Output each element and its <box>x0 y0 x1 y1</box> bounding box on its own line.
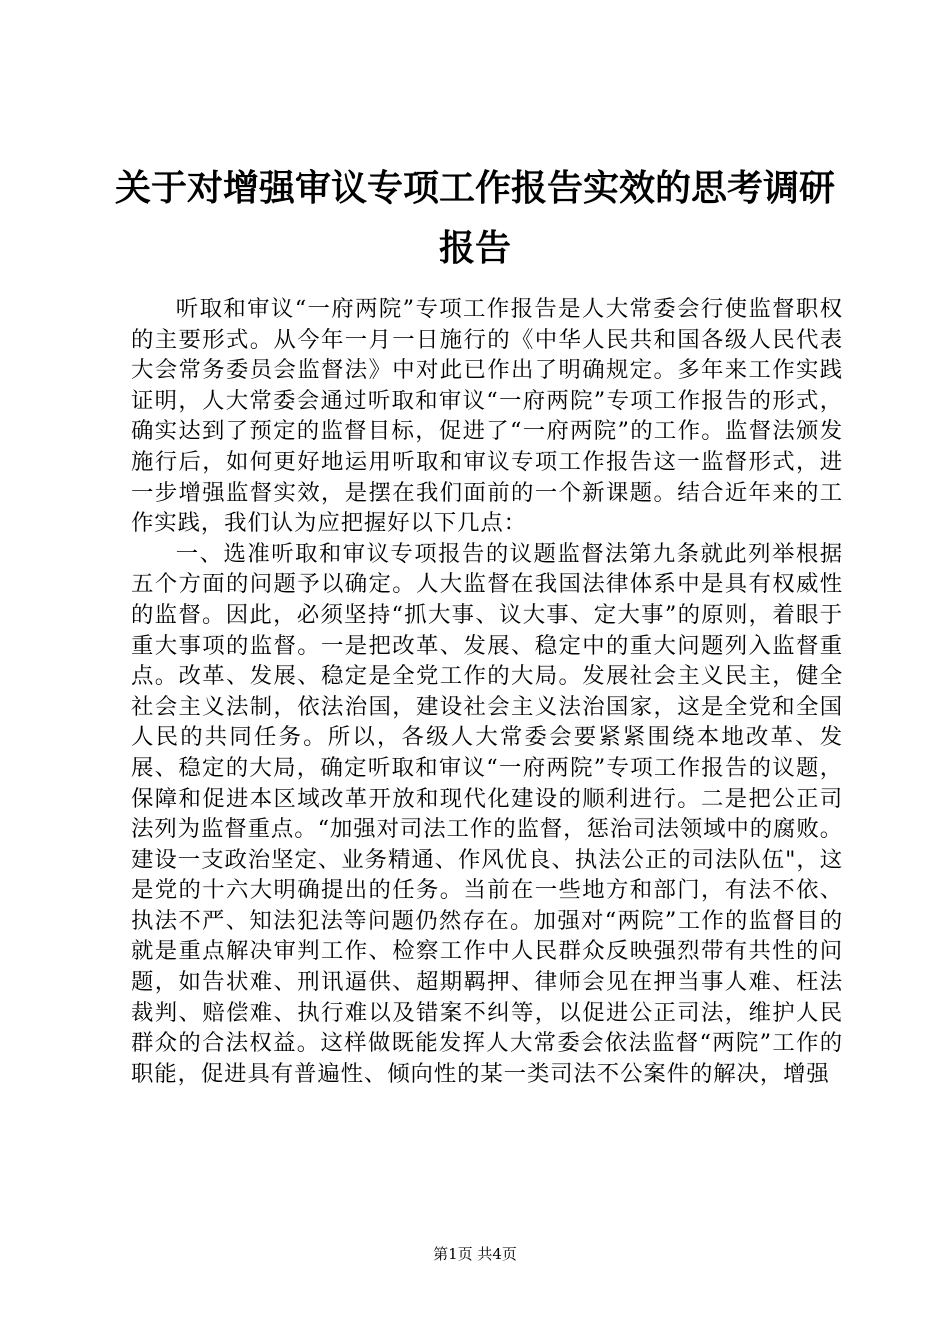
paragraph-intro: 听取和审议“一府两院”专项工作报告是人大常委会行使监督职权的主要形式。从今年一月一日施行的《中华人民共和国各级人民代表大会常务委员会监督法》中对此已作出了明确规定。多年来工作实践证明，人大常委会通过听取和审议“一府两院”专项工作报告的形式，确实达到了预定的监督目标，促进了“一府两院”的工作。监督法颁发施行后，如何更好地运用听取和审议专项工作报告这一监督形式，进一步增强监督实效，是摆在我们面前的一个新课题。结合近年来的工作实践，我们认为应把握好以下几点： <box>131 296 843 537</box>
page-footer: 第1页 共4页 <box>433 1245 517 1263</box>
paragraph-section-one: 一、选准听取和审议专项报告的议题监督法第九条就此列举根据五个方面的问题予以确定。人大监督在我国法律体系中是具有权威性的监督。因此，必须坚持“抓大事、议大事、定大事”的原则，着眼于重大事项的监督。一是把改革、发展、稳定中的重大问题列入监督重点。改革、发展、稳定是全党工作的大局。发展社会主义民主，健全社会主义法制，依法治国，建设社会主义法治国家，这是全党和全国人民的共同任务。所以，各级人大常委会要紧紧围绕本地改革、发展、稳定的大局，确定听取和审议“一府两院”专项工作报告的议题，保障和促进本区域改革开放和现代化建设的顺利进行。二是把公正司法列为监督重点。“加强对司法工作的监督，惩治司法领域中的腐败。建设一支政治坚定、业务精通、作风优良、执法公正的司法队伍"，这是党的十六大明确提出的任务。当前在一些地方和部门，有法不依、执法不严、知法犯法等问题仍然存在。加强对“两院”工作的监督目的就是重点解决审判工作、检察工作中人民群众反映强烈带有共性的问题，如告状难、刑讯逼供、超期羁押、律师会见在押当事人难、枉法裁判、赔偿难、执行难以及错案不纠等，以促进公正司法，维护人民群众的合法权益。这样做既能发挥人大常委会依法监督“两院”工作的职能，促进具有普遍性、倾向性的某一类司法不公案件的解决，增强 <box>131 540 843 1087</box>
document-title: 关于对增强审议专项工作报告实效的思考调研报告 <box>114 167 835 269</box>
document-body <box>131 294 843 1089</box>
